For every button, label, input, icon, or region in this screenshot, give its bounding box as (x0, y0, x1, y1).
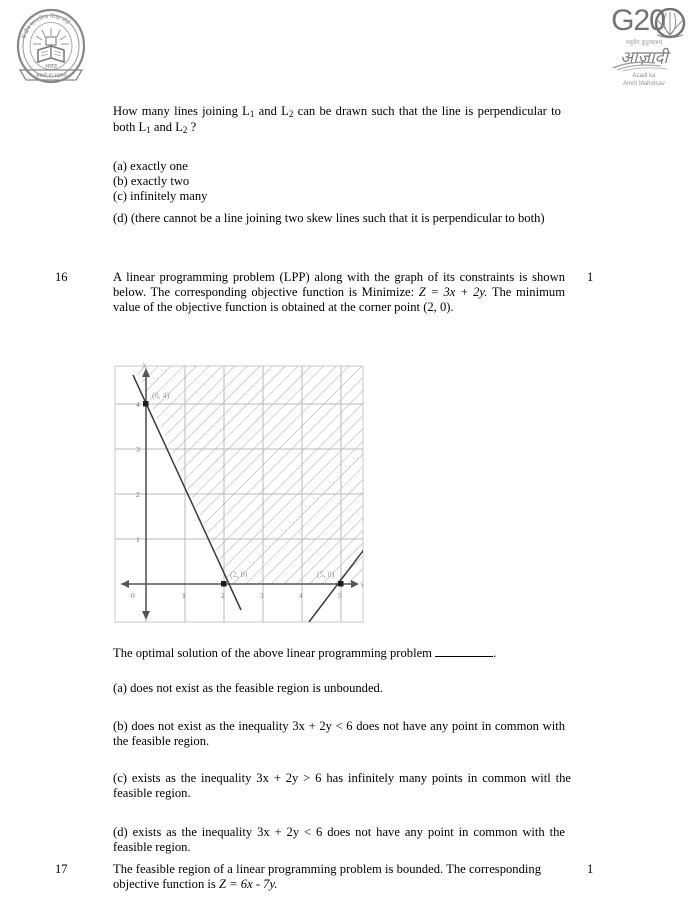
corner-point-5-0 (338, 581, 344, 587)
q15-option-c[interactable]: (c) infinitely many (113, 189, 208, 203)
q16-option-d[interactable]: (d) exists as the inequality 3x + 2y < 6 does not have any point in common with the feasible region. (113, 825, 565, 855)
q15-stem-text-4: and L (150, 120, 183, 135)
q15-sub-2: 2 (288, 109, 294, 119)
q16-stem-part1: A linear programming problem (LPP) along with the graph of its constraints is shown below. The corresponding objective function is Minimize: (113, 270, 565, 300)
x-tick-2: 2 (221, 591, 225, 600)
x-tick-1: 1 (182, 591, 186, 600)
svg-text:असतो मा सद्गमय: असतो मा सद्गमय (35, 73, 67, 79)
q16-stem (113, 270, 565, 316)
q16-number: 16 (55, 270, 68, 284)
corner-label-2-0: (2, 0) (230, 570, 248, 579)
q16-prompt-text: The optimal solution of the above linear programming problem (113, 646, 432, 660)
y-tick-2: 2 (136, 490, 140, 499)
q17-objective-function: Z = 6x - 7y. (218, 877, 278, 892)
q17-stem (113, 862, 541, 892)
cbse-emblem-icon (12, 6, 90, 94)
y-tick-1: 1 (136, 535, 140, 544)
x-axis-label: x (361, 583, 364, 589)
q15-sub-3: 1 (146, 125, 151, 136)
q16-prompt-period: . (493, 646, 497, 660)
page-header (0, 0, 700, 105)
q16-option-a[interactable]: (a) does not exist as the feasible region is unbounded. (113, 681, 383, 695)
g20-hindi-subtitle: वसुधैव कुटुम्बकम् (625, 40, 663, 46)
svg-text:केन्द्रीय माध्यमिक शिक्षा बोर्: केन्द्रीय माध्यमिक शिक्षा बोर्ड (21, 13, 71, 40)
q17-stem-part1: The feasible region of a linear programming problem is bounded. The corresponding objective function is (113, 862, 541, 892)
q15-option-d[interactable]: (d) (there cannot be a line joining two skew lines such that it is perpendicular to both) (113, 211, 545, 225)
x-tick-0: 0 (131, 591, 135, 600)
y-tick-3: 3 (136, 445, 140, 454)
g20-wordmark: G20 (611, 4, 665, 37)
x-tick-5: 5 (338, 591, 342, 600)
q16-objective-function: Z = 3x + 2y. (418, 285, 488, 300)
x-tick-4: 4 (299, 591, 303, 600)
q15-stem-text-5: ? (187, 120, 197, 135)
y-tick-4: 4 (136, 400, 140, 409)
q15-sub-4: 2 (182, 125, 188, 136)
g20-azadi-script: आज़ादी (620, 48, 668, 67)
q15-stem-text-2: and L (254, 104, 289, 118)
svg-text:भारत: भारत (45, 64, 57, 70)
q16-stem-part2: The minimum value of the objective function is obtained at the corner point (2, 0). (113, 285, 565, 315)
y-axis-label: y (143, 362, 146, 368)
corner-label-5-0: (5, 0) (317, 570, 335, 579)
q15-stem (113, 104, 561, 136)
q16-option-b[interactable]: (b) does not exist as the inequality 3x + 2y < 6 does not have any point in common with the feasible region. (113, 719, 565, 749)
q15-option-b[interactable]: (b) exactly two (113, 174, 190, 188)
corner-point-0-4 (143, 401, 149, 407)
x-tick-3: 3 (260, 591, 264, 600)
q16-prompt (113, 645, 573, 661)
g20-emblem-icon (596, 6, 692, 98)
corner-point-2-0 (221, 581, 227, 587)
lpp-constraint-graph (113, 360, 365, 625)
g20-lotus-icon (648, 8, 700, 42)
q16-answer-blank[interactable] (435, 645, 493, 657)
corner-label-0-4: (0, 4) (152, 391, 170, 400)
q16-option-c[interactable]: (c) exists as the inequality 3x + 2y > 6 has infinitely many points in common witl the feasible region. (113, 771, 571, 801)
q16-marks: 1 (587, 270, 594, 284)
q17-marks: 1 (587, 862, 594, 876)
g20-subtitle-line2: Amrit Mahotsav (623, 81, 665, 87)
q15-stem-text-3: can be drawn such that the line is perpendicular to both L (113, 104, 561, 135)
q15-stem-text-1: How many lines joining L (113, 104, 250, 118)
q17-number: 17 (55, 862, 68, 876)
q15-sub-1: 1 (249, 109, 255, 119)
g20-subtitle-line1: Azadi ka (632, 73, 656, 79)
lpp-graph-svg (113, 360, 365, 625)
q15-option-a[interactable]: (a) exactly one (113, 159, 188, 173)
